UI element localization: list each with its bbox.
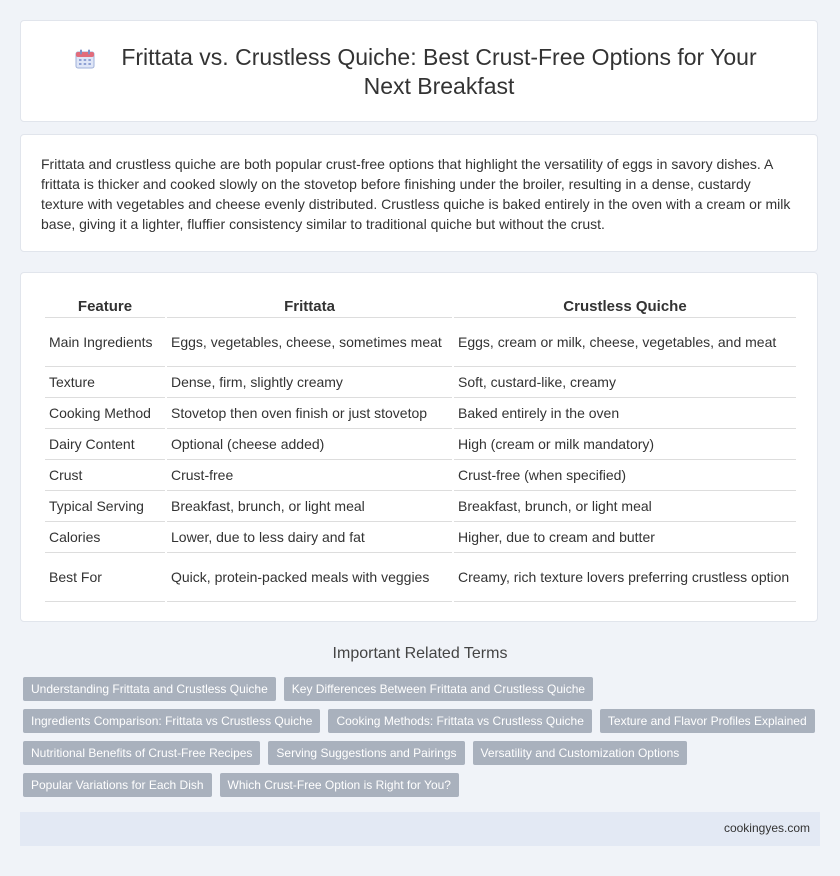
- related-terms-heading: Important Related Terms: [332, 645, 508, 662]
- feature-cell: Typical Serving: [45, 491, 165, 522]
- related-term-tag[interactable]: Serving Suggestions and Pairings: [268, 741, 464, 765]
- related-term-tag[interactable]: Cooking Methods: Frittata vs Crustless Quiche: [328, 709, 591, 733]
- feature-cell: Crust: [45, 460, 165, 491]
- intro-paragraph: Frittata and crustless quiche are both popular crust-free options that highlight the versatility of eggs in savory dishes. A frittata is thicker and cooked slowly on the stovetop before finishing under the broiler, resulting in a dense, custardy texture with vegetables and cheese evenly distributed. Crustless quiche is baked entirely in the oven with a cream or milk base, giving it a lighter, fluffier consistency similar to traditional quiche but without the crust.: [41, 156, 791, 232]
- related-term-tag[interactable]: Ingredients Comparison: Frittata vs Crustless Quiche: [23, 709, 320, 733]
- frittata-cell: Dense, firm, slightly creamy: [167, 367, 452, 398]
- feature-cell: Main Ingredients: [45, 318, 165, 367]
- related-term-tag[interactable]: Understanding Frittata and Crustless Quiche: [23, 677, 276, 701]
- related-term-tag[interactable]: Which Crust-Free Option is Right for You?: [220, 773, 459, 797]
- table-row: [45, 367, 796, 398]
- quiche-cell: High (cream or milk mandatory): [454, 429, 796, 460]
- table-row: [45, 553, 796, 602]
- frittata-cell: Crust-free: [167, 460, 452, 491]
- feature-cell: Texture: [45, 367, 165, 398]
- table-row: [45, 318, 796, 367]
- related-term-tag[interactable]: Versatility and Customization Options: [473, 741, 688, 765]
- table-row: [45, 491, 796, 522]
- quiche-cell: Higher, due to cream and butter: [454, 522, 796, 553]
- quiche-cell: Breakfast, brunch, or light meal: [454, 491, 796, 522]
- frittata-cell: Optional (cheese added): [167, 429, 452, 460]
- frittata-cell: Quick, protein-packed meals with veggies: [167, 553, 452, 602]
- comparison-table-card: [20, 272, 818, 622]
- frittata-cell: Lower, due to less dairy and fat: [167, 522, 452, 553]
- table-header-row: [45, 295, 796, 318]
- table-row: [45, 522, 796, 553]
- column-header-frittata: Frittata: [167, 295, 452, 318]
- column-header-crustless-quiche: Crustless Quiche: [454, 295, 796, 318]
- related-terms-tags: [23, 677, 823, 805]
- feature-cell: Best For: [45, 553, 165, 602]
- footer: [20, 812, 820, 846]
- related-term-tag[interactable]: Texture and Flavor Profiles Explained: [600, 709, 815, 733]
- table-row: [45, 398, 796, 429]
- footer-site-link[interactable]: cookingyes.com: [723, 821, 810, 835]
- comparison-table: [43, 295, 798, 602]
- feature-cell: Cooking Method: [45, 398, 165, 429]
- table-row: [45, 429, 796, 460]
- feature-cell: Dairy Content: [45, 429, 165, 460]
- quiche-cell: Creamy, rich texture lovers preferring crustless option: [454, 553, 796, 602]
- related-term-tag[interactable]: Popular Variations for Each Dish: [23, 773, 212, 797]
- quiche-cell: Crust-free (when specified): [454, 460, 796, 491]
- intro-card: [20, 134, 818, 252]
- quiche-cell: Baked entirely in the oven: [454, 398, 796, 429]
- related-term-tag[interactable]: Key Differences Between Frittata and Crustless Quiche: [284, 677, 593, 701]
- table-row: [45, 460, 796, 491]
- feature-cell: Calories: [45, 522, 165, 553]
- related-term-tag[interactable]: Nutritional Benefits of Crust-Free Recipes: [23, 741, 260, 765]
- frittata-cell: Breakfast, brunch, or light meal: [167, 491, 452, 522]
- quiche-cell: Soft, custard-like, creamy: [454, 367, 796, 398]
- quiche-cell: Eggs, cream or milk, cheese, vegetables, and meat: [454, 318, 796, 367]
- frittata-cell: Eggs, vegetables, cheese, sometimes meat: [167, 318, 452, 367]
- frittata-cell: Stovetop then oven finish or just stovetop: [167, 398, 452, 429]
- calendar-icon: [74, 48, 96, 70]
- column-header-feature: Feature: [45, 295, 165, 318]
- page-title: Frittata vs. Crustless Quiche: Best Crust-Free Options for Your Next Breakfast: [121, 44, 757, 99]
- header-card: [20, 20, 818, 122]
